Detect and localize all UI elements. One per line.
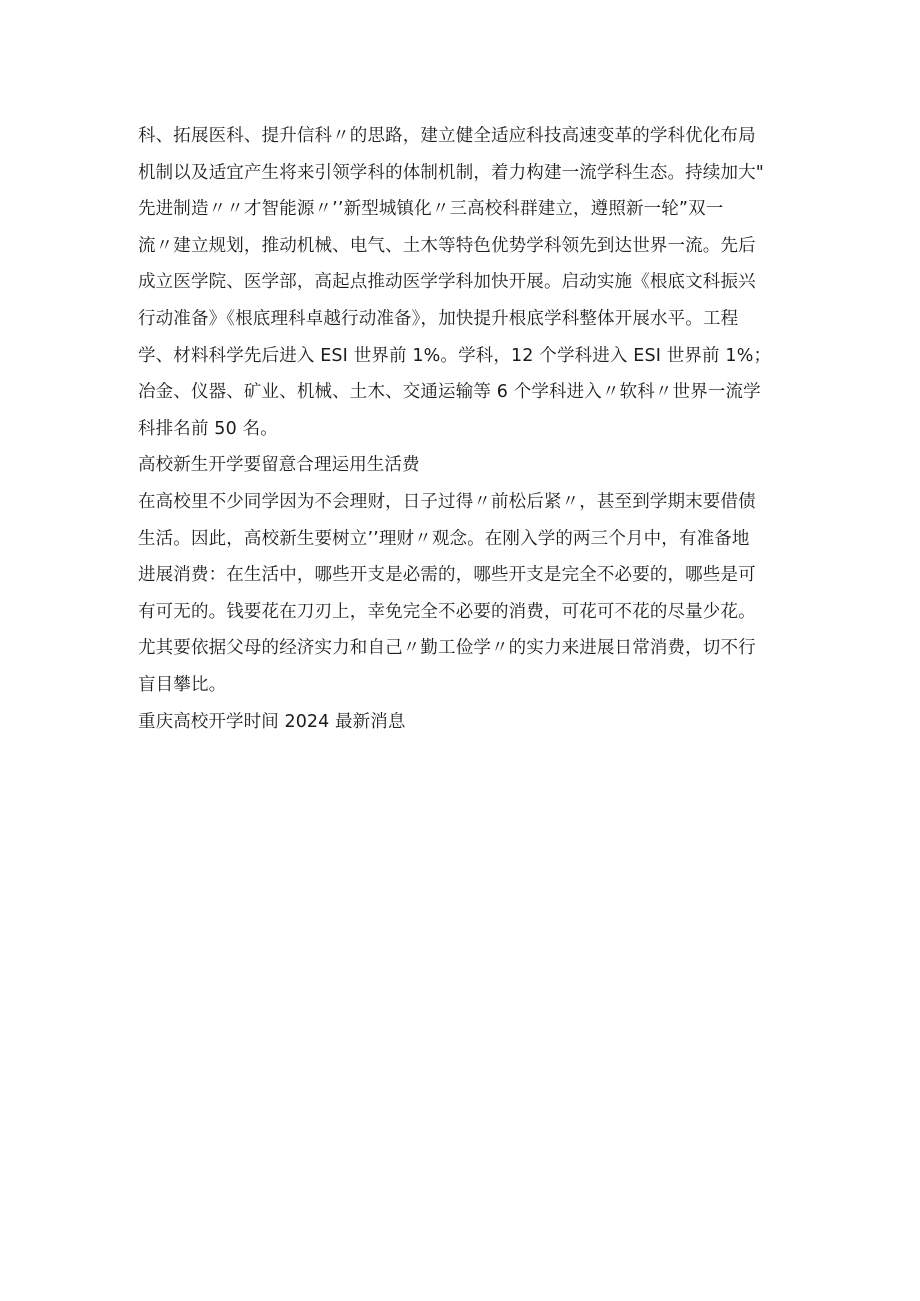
text-line: 进展消费：在生活中，哪些开支是必需的，哪些开支是完全不必要的，哪些是可 — [138, 565, 756, 586]
paragraph-living-expenses — [138, 484, 798, 704]
text-line: 尤其要依据父母的经济实力和自己〃勤工俭学〃的实力来进展日常消费，切不行 — [138, 638, 756, 659]
text-line: 在高校里不少同学因为不会理财，日子过得〃前松后紧〃，甚至到学期末要借债 — [138, 491, 756, 512]
text-line: 先进制造〃〃才智能源〃’’新型城镇化〃三高校科群建立，遵照新一轮”双一 — [138, 199, 724, 220]
text-line: 有可无的。钱要花在刀刃上，幸免完全不必要的消费，可花可不花的尽量少花。 — [138, 601, 756, 622]
text-line: 机制以及适宜产生将来引领学科的体制机制，着力构建一流学科生态。持续加大" — [138, 162, 764, 183]
text-line: 科、拓展医科、提升信科〃的思路，建立健全适应科技高速变革的学科优化布局 — [138, 126, 756, 146]
section-heading-chongqing-opening: 重庆高校开学时间 2024 最新消息 — [138, 711, 406, 732]
text-line: 学、材料科学先后进入 ESI 世界前 1%。学科，12 个学科进入 ESI 世界前 1%； — [138, 345, 772, 366]
section-heading-living-expenses: 高校新生开学要留意合理运用生活费 — [138, 455, 420, 476]
text-line: 科排名前 50 名。 — [138, 418, 278, 439]
text-line: 流〃建立规划，推动机械、电气、土木等特色优势学科领先到达世界一流。先后 — [138, 235, 756, 256]
paragraph-discipline-development — [138, 118, 798, 447]
text-line: 行动准备》《根底理科卓越行动准备》，加快提升根底学科整体开展水平。工程 — [138, 308, 739, 329]
text-line: 生活。因此，高校新生要树立’’理财〃观念。在刚入学的两三个月中，有准备地 — [138, 528, 750, 549]
text-line: 冶金、仪器、矿业、机械、土木、交通运输等 6 个学科进入〃软科〃世界一流学 — [138, 382, 761, 403]
document-body — [138, 118, 798, 740]
text-line: 盲目攀比。 — [138, 674, 227, 695]
text-line: 成立医学院、医学部，高起点推动医学学科加快开展。启动实施《根底文科振兴 — [138, 272, 756, 293]
